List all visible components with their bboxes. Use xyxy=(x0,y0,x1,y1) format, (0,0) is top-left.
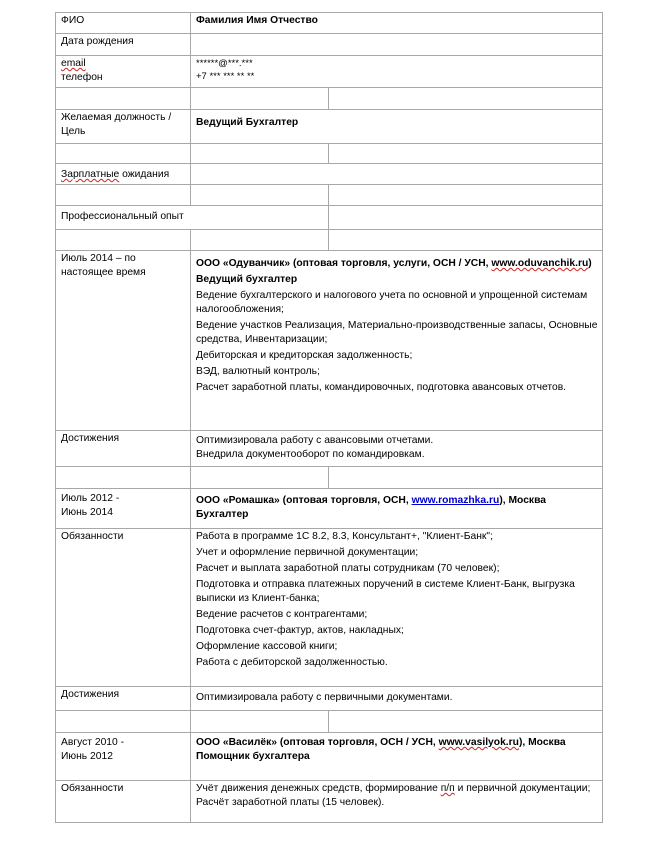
company-link[interactable]: www.oduvanchik.ru xyxy=(491,258,589,269)
phone-value: +7 *** *** ** ** xyxy=(196,71,255,82)
duties-row xyxy=(56,529,603,687)
company-link[interactable]: www.romazhka.ru xyxy=(411,495,500,506)
contacts-labels xyxy=(56,56,191,88)
duty-item: Расчет и выплата заработной платы сотрудникам (70 человек); xyxy=(196,563,500,574)
duty-item: Оформление кассовой книги; xyxy=(196,641,338,652)
duty-item: ВЭД, валютный контроль; xyxy=(196,366,320,377)
name-label: ФИО xyxy=(56,13,191,34)
duty-item: Подготовка и отправка платежных поручений в системе Клиент-Банк, выгрузка выписки из Клиент-банка; xyxy=(196,579,575,604)
job-period: Июль 2014 – по настоящее время xyxy=(56,251,191,431)
duty-item: Ведение бухгалтерского и налогового учета по основной и упрощенной системам налогообложения; xyxy=(196,290,588,315)
spacer-row xyxy=(56,230,603,251)
duty-item: Учёт движения денежных средств, формирование п/п и первичной документации; xyxy=(196,783,591,794)
job-details xyxy=(191,733,603,781)
spacer-row xyxy=(56,711,603,733)
row-position xyxy=(56,110,603,144)
row-contacts xyxy=(56,56,603,88)
job-title: Помощник бухгалтера xyxy=(196,751,310,762)
row-salary xyxy=(56,164,603,185)
duty-item: Подготовка счет-фактур, актов, накладных; xyxy=(196,625,404,636)
position-value: Ведущий Бухгалтер xyxy=(191,110,603,144)
dob-value xyxy=(191,34,603,56)
row-experience xyxy=(56,206,603,230)
duty-item: Учет и оформление первичной документации; xyxy=(196,547,419,558)
salary-label: Зарплатные ожидания xyxy=(56,164,191,185)
phone-label: телефон xyxy=(61,72,103,83)
experience-label: Профессиональный опыт xyxy=(56,206,329,230)
contacts-values xyxy=(191,56,603,88)
duty-item: Дебиторская и кредиторская задолженность; xyxy=(196,350,413,361)
duties-label: Обязанности xyxy=(56,529,191,687)
duty-item: Работа с дебиторской задолженностью. xyxy=(196,657,388,668)
achievements-row xyxy=(56,687,603,711)
salary-value xyxy=(191,164,603,185)
duties-label: Обязанности xyxy=(56,781,191,823)
duties-row xyxy=(56,781,603,823)
job-details xyxy=(191,251,603,431)
job-row xyxy=(56,733,603,781)
position-label: Желаемая должность / Цель xyxy=(56,110,191,144)
job-row xyxy=(56,489,603,529)
duties-list xyxy=(191,781,603,823)
spacer-row xyxy=(56,467,603,489)
row-name xyxy=(56,13,603,34)
achievements-label: Достижения xyxy=(56,431,191,467)
duty-item: Работа в программе 1С 8.2, 8.3, Консультант+, "Клиент-Банк"; xyxy=(196,531,493,542)
achievements-list xyxy=(191,687,603,711)
achievement-item: Оптимизировала работу с авансовыми отчетами. xyxy=(196,435,434,446)
duty-item: Ведение участков Реализация, Материально-производственные запасы, Основные средства, Инвентаризации; xyxy=(196,320,598,345)
resume-table xyxy=(55,12,603,823)
company-link[interactable]: www.vasilyok.ru xyxy=(438,737,519,748)
row-dob xyxy=(56,34,603,56)
job-title: Ведущий бухгалтер xyxy=(196,274,298,285)
company-name: ООО «Ромашка» (оптовая торговля, ОСН, www.romazhka.ru), Москва xyxy=(196,495,546,506)
achievements-label: Достижения xyxy=(56,687,191,711)
duty-item: Ведение расчетов с контрагентами; xyxy=(196,609,368,620)
job-period: Август 2010 - Июнь 2012 xyxy=(56,733,191,781)
duty-item: Расчет заработной платы, командировочных, подготовка авансовых отчетов. xyxy=(196,382,567,393)
job-details xyxy=(191,489,603,529)
duty-item: Расчёт заработной платы (15 человек). xyxy=(196,797,385,808)
achievement-item: Оптимизировала работу с первичными документами. xyxy=(196,692,453,703)
spacer-row xyxy=(56,185,603,206)
email-label: email xyxy=(61,58,86,69)
company-name: ООО «Одуванчик» (оптовая торговля, услуги, ОСН / УСН, www.oduvanchik.ru) xyxy=(196,258,592,269)
company-name: ООО «Василёк» (оптовая торговля, ОСН / УСН, www.vasilyok.ru), Москва xyxy=(196,737,566,748)
spacer-row xyxy=(56,88,603,110)
achievements-row xyxy=(56,431,603,467)
achievements-list xyxy=(191,431,603,467)
job-row xyxy=(56,251,603,431)
name-value: Фамилия Имя Отчество xyxy=(191,13,603,34)
job-title: Бухгалтер xyxy=(196,509,249,520)
email-value: ******@***.*** xyxy=(196,58,253,69)
dob-label: Дата рождения xyxy=(56,34,191,56)
job-period: Июль 2012 - Июнь 2014 xyxy=(56,489,191,529)
duties-list xyxy=(191,529,603,687)
spacer-row xyxy=(56,144,603,164)
achievement-item: Внедрила документооборот по командировкам. xyxy=(196,449,425,460)
